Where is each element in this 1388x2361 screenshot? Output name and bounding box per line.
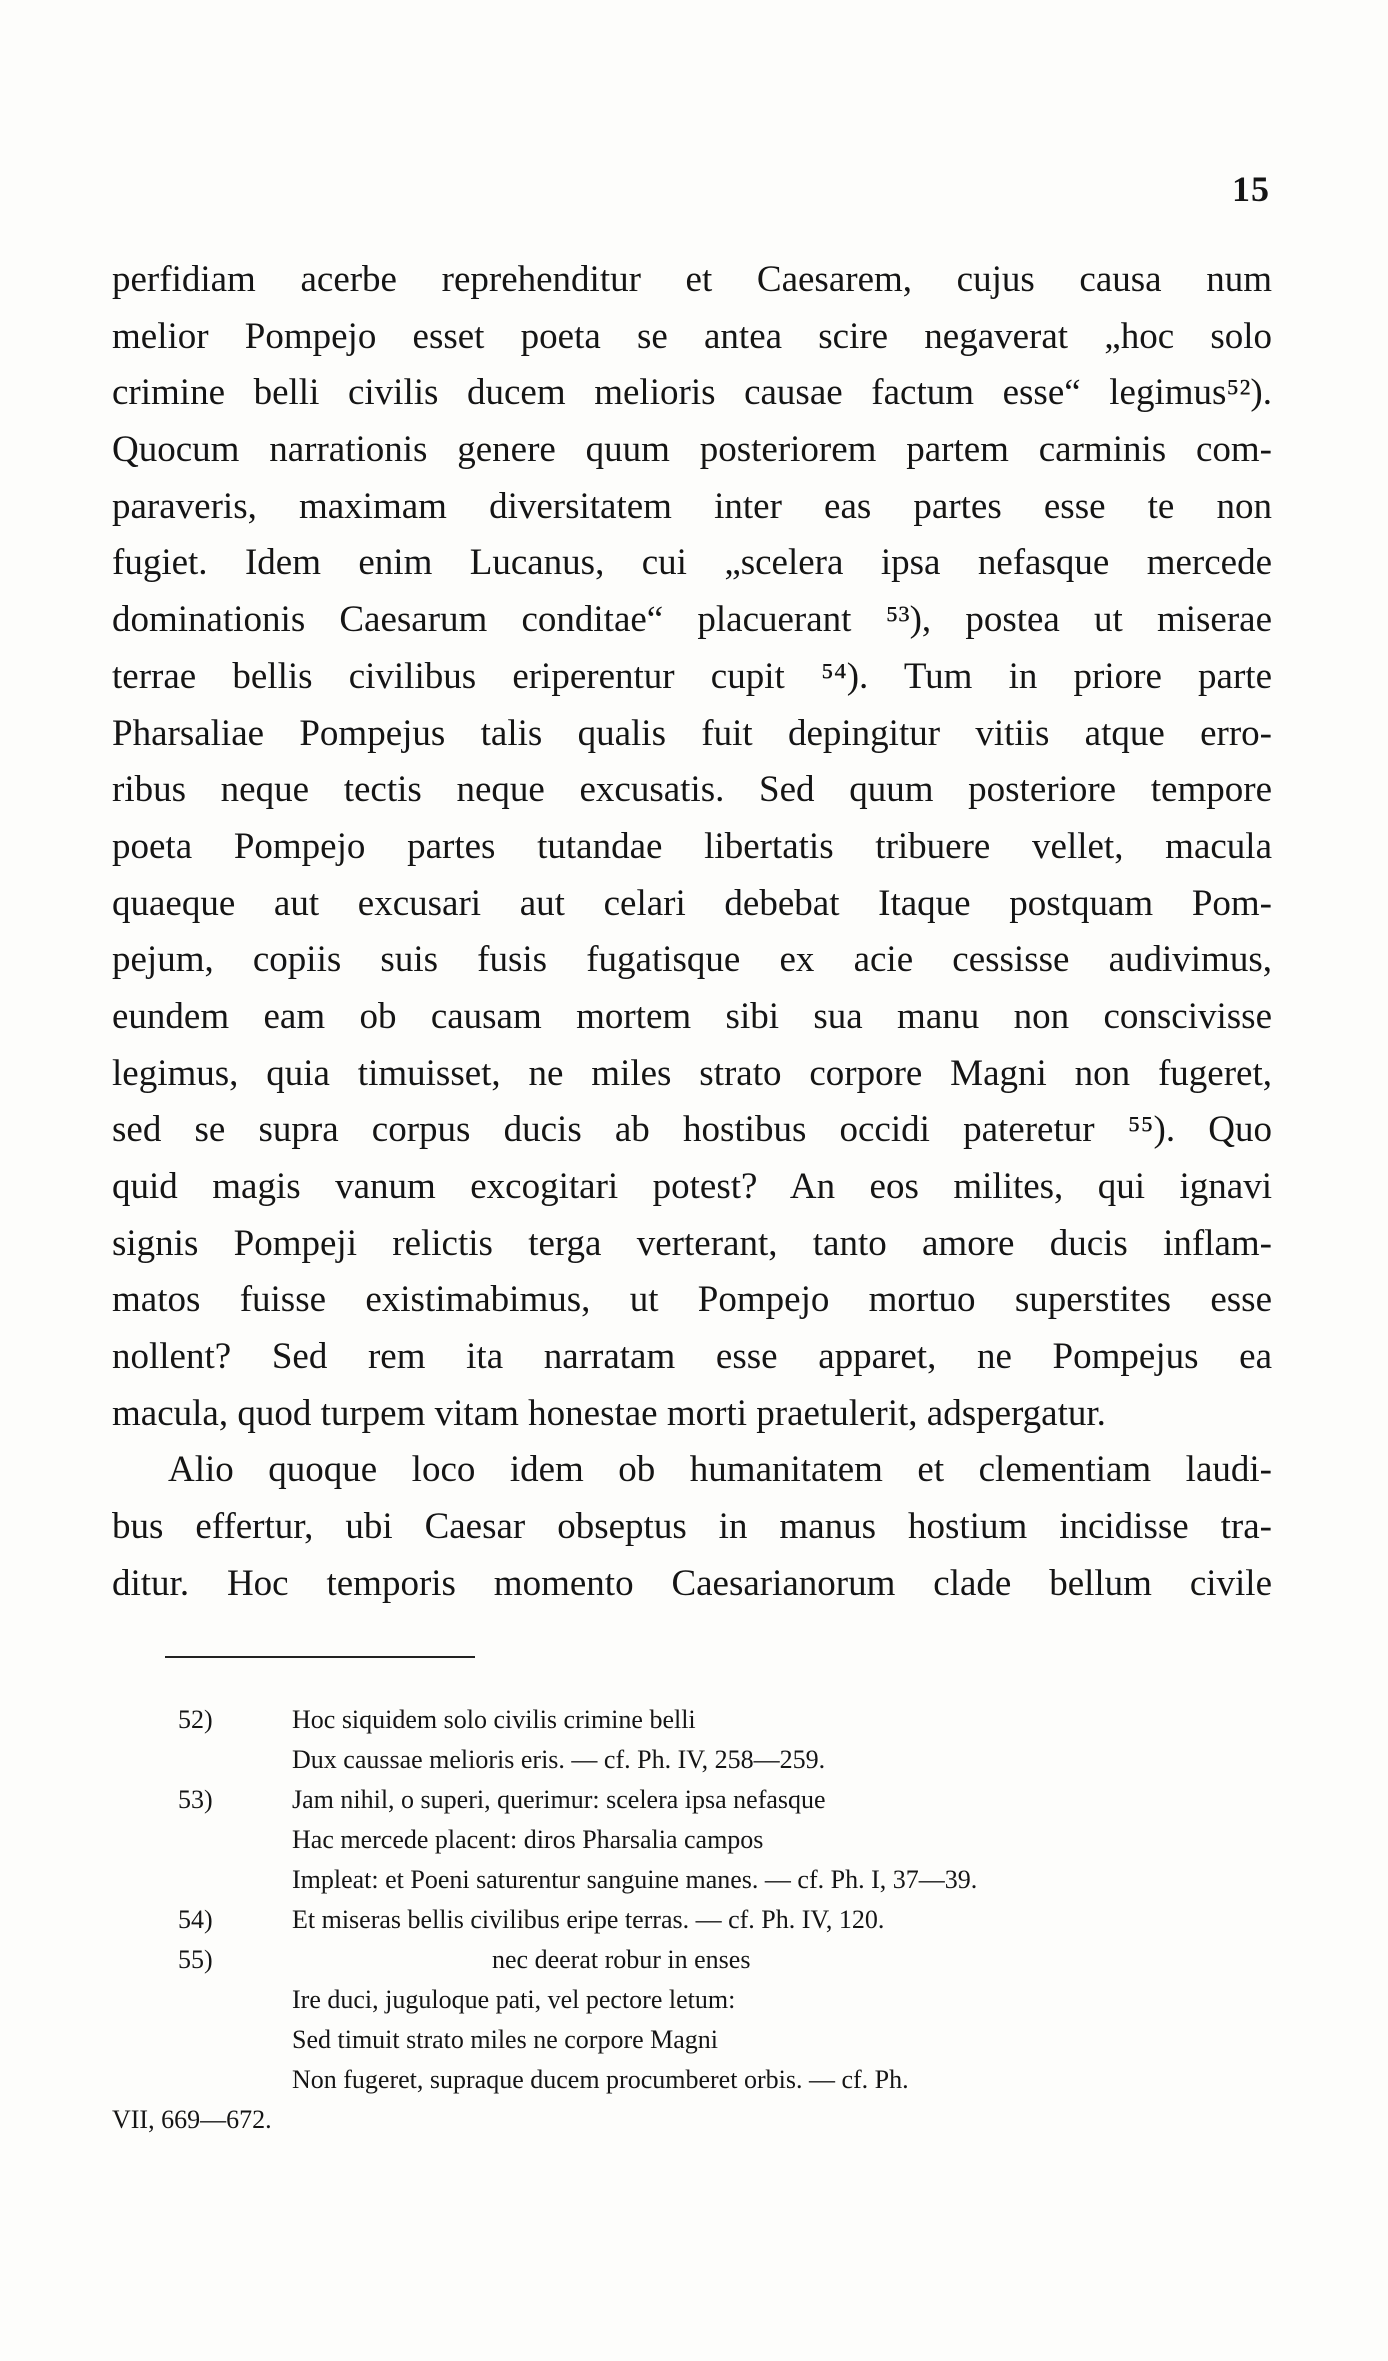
paragraph-start-line: Alio quoque loco idem ob humanitatem et clementiam laudi- bbox=[168, 1449, 1272, 1491]
footnote-text: Sed timuit strato miles ne corpore Magni bbox=[292, 2025, 719, 2054]
footnotes bbox=[112, 1700, 1272, 2140]
main-text bbox=[112, 252, 1272, 1613]
footnote-55 bbox=[112, 1940, 1272, 1980]
footnote-53-cont bbox=[112, 1820, 1272, 1860]
footnote-55-cont bbox=[112, 2020, 1272, 2060]
footnote-52-cont bbox=[112, 1740, 1272, 1780]
text-line: sed se supra corpus ducis ab hostibus occidi pateretur ⁵⁵). Quo bbox=[112, 1109, 1272, 1151]
text-line: pejum, copiis suis fusis fugatisque ex acie cessisse audivimus, bbox=[112, 939, 1272, 981]
text-line: Quocum narrationis genere quum posteriorem partem carminis com- bbox=[112, 429, 1272, 471]
footnote-55-cont bbox=[112, 1980, 1272, 2020]
text-line: signis Pompeji relictis terga verterant, tanto amore ducis inflam- bbox=[112, 1222, 1272, 1264]
footnote-text: Hac mercede placent: diros Pharsalia campos bbox=[292, 1825, 764, 1854]
footnote-53 bbox=[112, 1780, 1272, 1820]
footnote-text: Ire duci, juguloque pati, vel pectore letum: bbox=[292, 1985, 736, 2014]
text-line: ditur. Hoc temporis momento Caesarianorum clade bellum civile bbox=[112, 1562, 1272, 1604]
footnote-text: nec deerat robur in enses bbox=[492, 1945, 751, 1974]
footnote-text: Jam nihil, o superi, querimur: scelera ipsa nefasque bbox=[292, 1785, 826, 1814]
text-line: eundem eam ob causam mortem sibi sua manu non conscivisse bbox=[112, 995, 1272, 1037]
footnote-55-cont bbox=[112, 2060, 1272, 2100]
footnote-text: Dux caussae melioris eris. — cf. Ph. IV, 258—259. bbox=[292, 1745, 826, 1774]
text-line: dominationis Caesarum conditae“ placuerant ⁵³), postea ut miserae bbox=[112, 599, 1272, 641]
footnote-text: Impleat: et Poeni saturentur sanguine manes. — cf. Ph. I, 37—39. bbox=[292, 1865, 978, 1894]
footnote-number: 54) bbox=[178, 1905, 213, 1934]
text-line: bus effertur, ubi Caesar obseptus in manus hostium incidisse tra- bbox=[112, 1506, 1272, 1548]
footnote-55-cont bbox=[112, 2100, 1272, 2140]
text-line: melior Pompejo esset poeta se antea scire negaverat „hoc solo bbox=[112, 315, 1272, 357]
text-line: matos fuisse existimabimus, ut Pompejo mortuo superstites esse bbox=[112, 1279, 1272, 1321]
text-line: perfidiam acerbe reprehenditur et Caesarem, cujus causa num bbox=[112, 259, 1272, 300]
text-line: Pharsaliae Pompejus talis qualis fuit depingitur vitiis atque erro- bbox=[112, 712, 1272, 754]
text-line: quaeque aut excusari aut celari debebat Itaque postquam Pom- bbox=[112, 882, 1272, 924]
text-line: macula, quod turpem vitam honestae morti praetulerit, adspergatur. bbox=[112, 1392, 1106, 1434]
footnote-54 bbox=[112, 1900, 1272, 1940]
footnote-text: Hoc siquidem solo civilis crimine belli bbox=[292, 1705, 696, 1734]
text-line: nollent? Sed rem ita narratam esse apparet, ne Pompejus ea bbox=[112, 1336, 1272, 1378]
footnote-number: 52) bbox=[178, 1705, 213, 1734]
text-line: quid magis vanum excogitari potest? An eos milites, qui ignavi bbox=[112, 1166, 1272, 1207]
footnote-divider bbox=[165, 1656, 475, 1658]
footnote-number: 55) bbox=[178, 1945, 213, 1974]
text-line: ribus neque tectis neque excusatis. Sed quum posteriore tempore bbox=[112, 769, 1272, 811]
footnote-52 bbox=[112, 1700, 1272, 1740]
page-number: 15 bbox=[1232, 169, 1270, 209]
footnote-text: VII, 669—672. bbox=[112, 2105, 272, 2134]
text-line: crimine belli civilis ducem melioris causae factum esse“ legimus⁵²). bbox=[112, 372, 1272, 414]
footnote-text: Non fugeret, supraque ducem procumberet orbis. — cf. Ph. bbox=[292, 2065, 909, 2094]
text-line: terrae bellis civilibus eriperentur cupit ⁵⁴). Tum in priore parte bbox=[112, 655, 1272, 697]
text-line: poeta Pompejo partes tutandae libertatis tribuere vellet, macula bbox=[112, 825, 1272, 867]
text-line: paraveris, maximam diversitatem inter eas partes esse te non bbox=[112, 485, 1272, 527]
text-line: legimus, quia timuisset, ne miles strato corpore Magni non fugeret, bbox=[112, 1052, 1272, 1094]
footnote-number: 53) bbox=[178, 1785, 213, 1814]
text-line: fugiet. Idem enim Lucanus, cui „scelera ipsa nefasque mercede bbox=[112, 542, 1272, 584]
footnote-text: Et miseras bellis civilibus eripe terras. — cf. Ph. IV, 120. bbox=[292, 1905, 885, 1934]
footnote-53-cont bbox=[112, 1860, 1272, 1900]
